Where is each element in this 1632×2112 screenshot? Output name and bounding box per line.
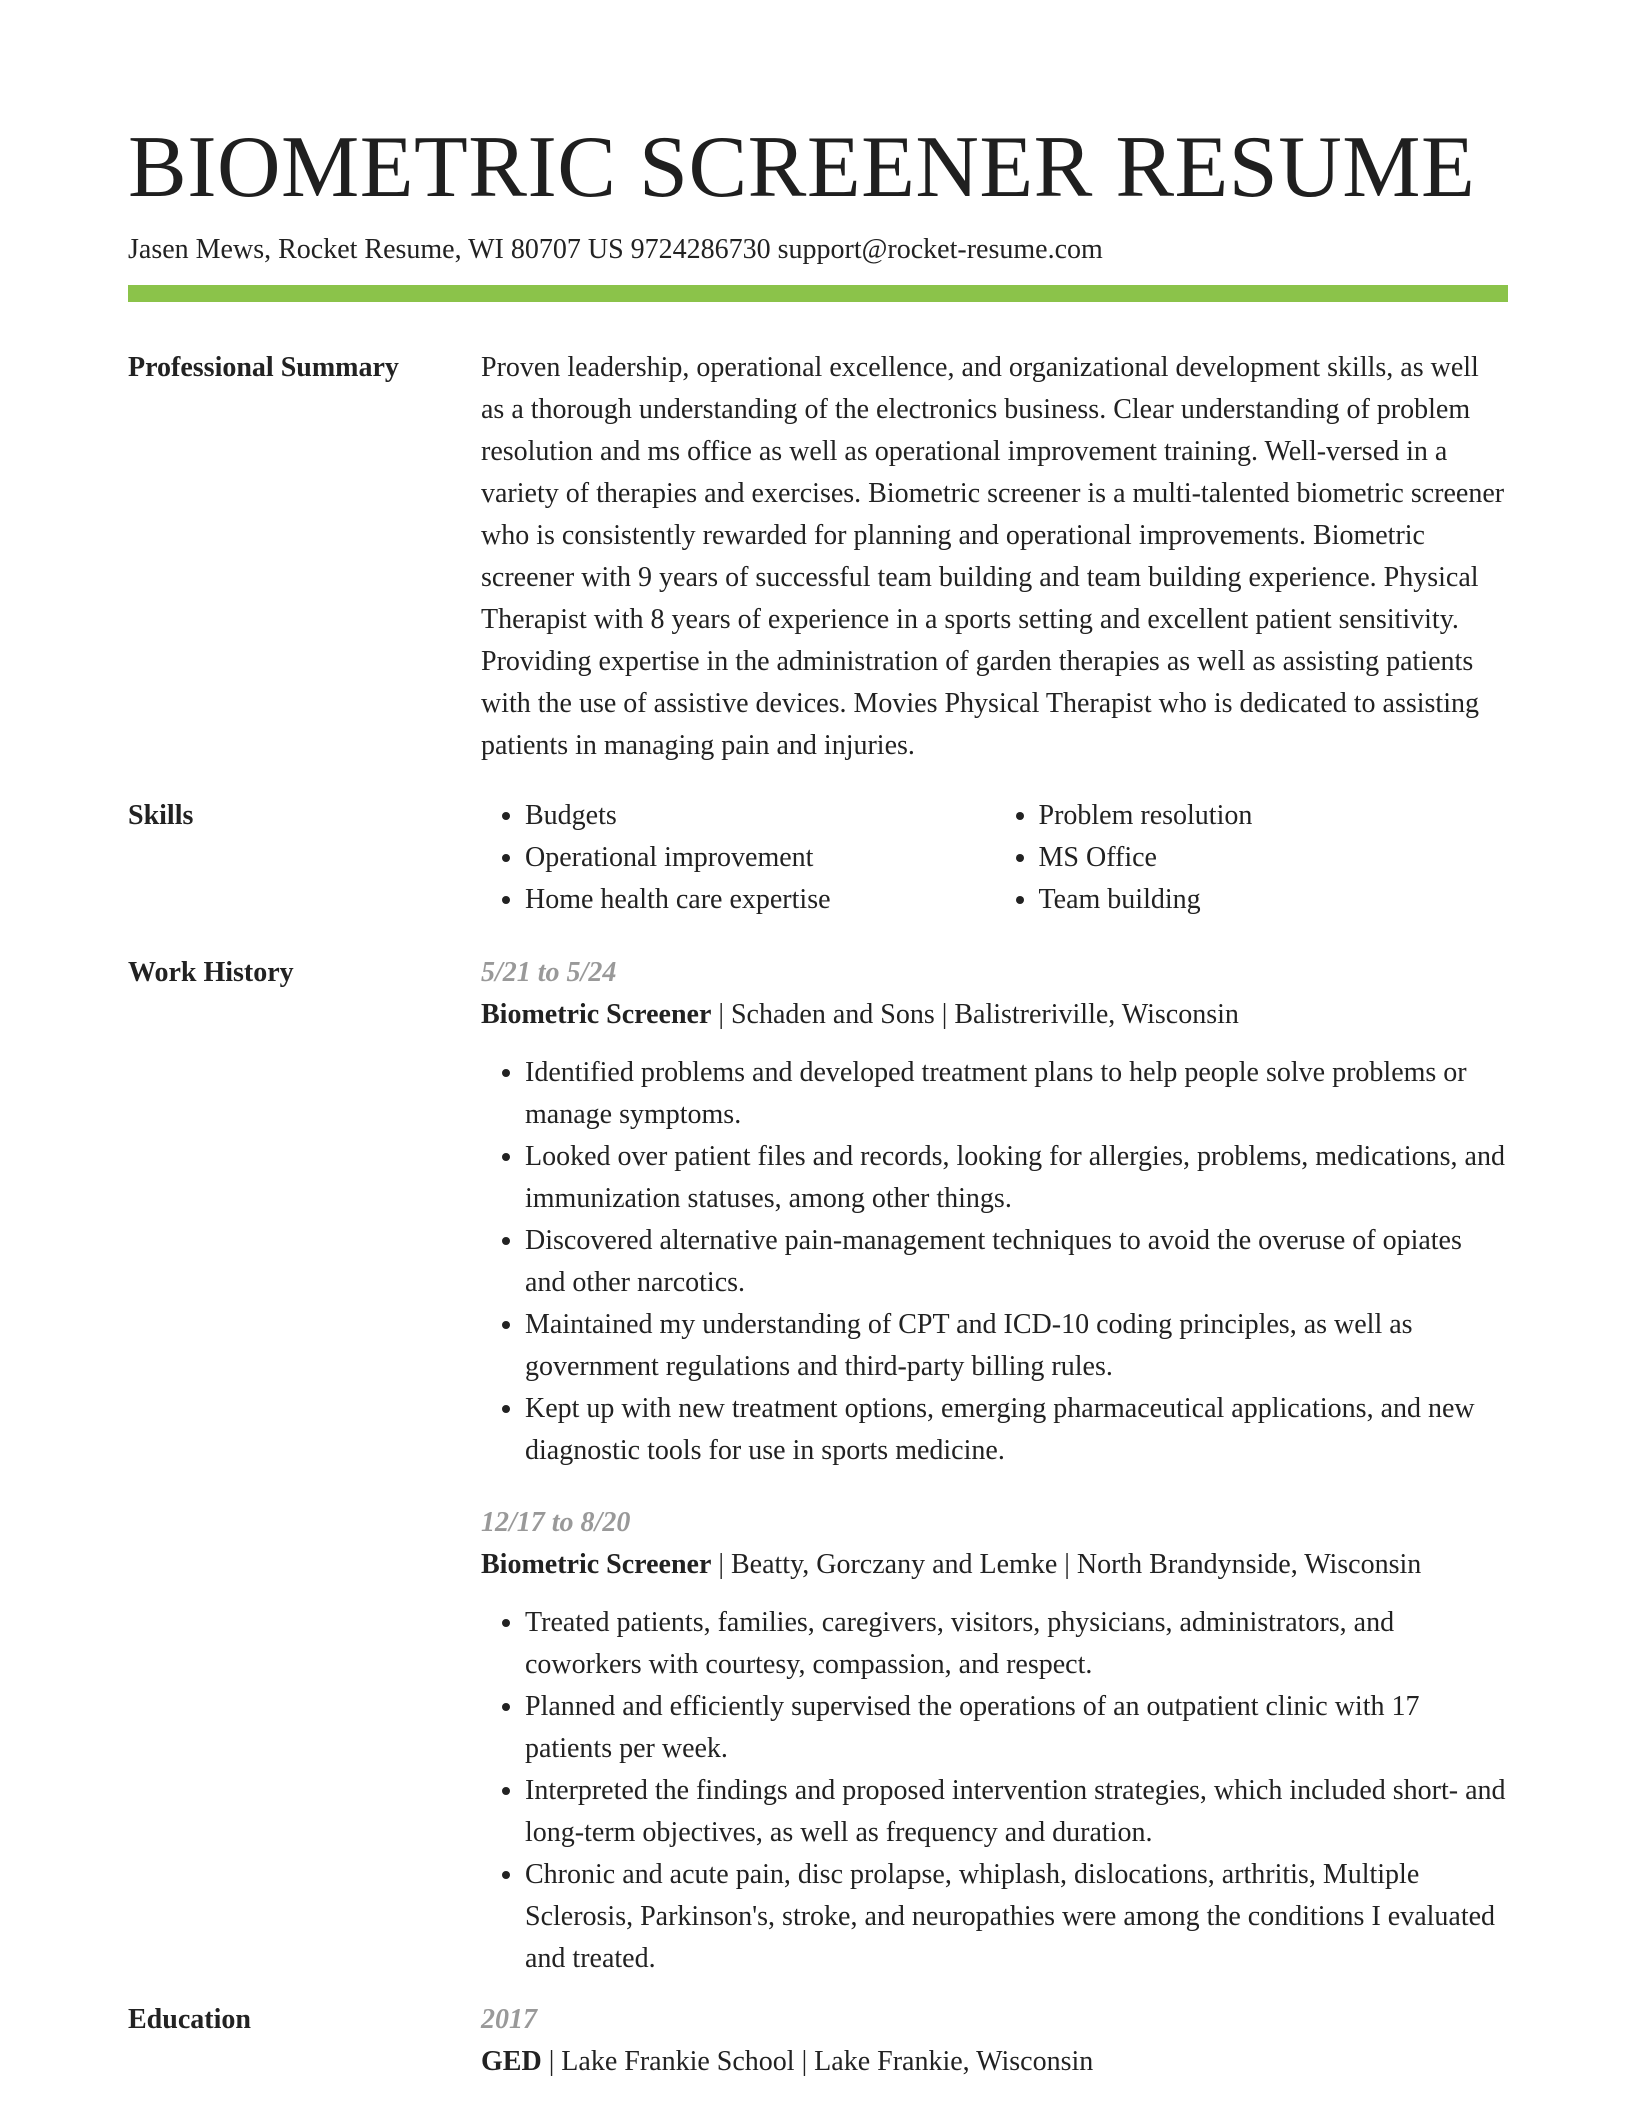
job-bullet: • Maintained my understanding of CPT and ICD-10 coding principles, as well as government regulations and third-party billing rules. — [525, 1304, 1508, 1388]
education-heading: Education — [128, 2004, 251, 2035]
job-bullets — [481, 1052, 1508, 1472]
job-bullet: • Interpreted the findings and proposed intervention strategies, which included short- and long-term objectives, as well as frequency and duration. — [525, 1770, 1508, 1854]
job-date: 12/17 to 8/20 — [481, 1507, 631, 1538]
job-title: Biometric Screener — [481, 1549, 712, 1580]
education-details: | Lake Frankie School | Lake Frankie, Wisconsin — [541, 2046, 1094, 2077]
job-bullet: • Planned and efficiently supervised the operations of an outpatient clinic with 17 patients per week. — [525, 1686, 1508, 1770]
job-date: 5/21 to 5/24 — [481, 957, 617, 988]
job-bullet: • Discovered alternative pain-management techniques to avoid the overuse of opiates and other narcotics. — [525, 1220, 1508, 1304]
job-details: | Beatty, Gorczany and Lemke | North Brandynside, Wisconsin — [711, 1549, 1422, 1580]
job-bullet: • Chronic and acute pain, disc prolapse, whiplash, dislocations, arthritis, Multiple Sclerosis, Parkinson's, stroke, and neuropathies were among the conditions I evaluated and treated. — [525, 1854, 1508, 1980]
job-bullet: • Looked over patient files and records, looking for allergies, problems, medications, and immunization statuses, among other things. — [525, 1136, 1508, 1220]
skills-heading: Skills — [128, 800, 194, 831]
work-history-body — [481, 952, 1508, 2010]
contact-info: Jasen Mews, Rocket Resume, WI 80707 US 9724286730 support@rocket-resume.com — [128, 234, 1103, 265]
skill-item: • Budgets — [525, 795, 995, 837]
resume-title: BIOMETRIC SCREENER RESUME — [128, 119, 1476, 216]
skills-columns — [481, 795, 1508, 921]
education-body — [481, 1999, 1508, 2083]
job-bullet: • Kept up with new treatment options, emerging pharmaceutical applications, and new diagnostic tools for use in sports medicine. — [525, 1388, 1508, 1472]
skill-item: • MS Office — [1039, 837, 1509, 879]
skills-body — [481, 795, 1508, 921]
skills-list-right — [995, 795, 1509, 921]
job-title: Biometric Screener — [481, 999, 712, 1030]
job-details: | Schaden and Sons | Balistreriville, Wisconsin — [711, 999, 1239, 1030]
job-bullets — [481, 1602, 1508, 1980]
skill-item: • Team building — [1039, 879, 1509, 921]
summary-body — [481, 347, 1508, 767]
job-bullet: • Identified problems and developed treatment plans to help people solve problems or manage symptoms. — [525, 1052, 1508, 1136]
job-entry — [481, 1502, 1508, 1980]
education-degree: GED — [481, 2046, 542, 2077]
work-history-heading: Work History — [128, 957, 294, 988]
summary-text: Proven leadership, operational excellence, and organizational development skills, as well as a thorough understanding of the electronics business. Clear understanding of problem resolution and ms office as well as operational improvement training. Well-versed in a variety of therapies and exercises. Biometric screener is a multi-talented biometric screener who is consistently rewarded for planning and operational improvements. Biometric screener with 9 years of successful team building and team building experience. Physical Therapist with 8 years of experience in a sports setting and excellent patient sensitivity. Providing expertise in the administration of garden therapies as well as assisting patients with the use of assistive devices. Movies Physical Therapist who is dedicated to assisting patients in managing pain and injuries. — [481, 352, 1505, 761]
skill-item: • Problem resolution — [1039, 795, 1509, 837]
skill-item: • Home health care expertise — [525, 879, 995, 921]
accent-divider — [128, 285, 1508, 302]
job-heading — [481, 1544, 1508, 1586]
job-heading — [481, 994, 1508, 1036]
skills-list-left — [481, 795, 995, 921]
education-heading-line — [481, 2041, 1508, 2083]
job-entry — [481, 952, 1508, 1472]
job-bullet: • Treated patients, families, caregivers, visitors, physicians, administrators, and coworkers with courtesy, compassion, and respect. — [525, 1602, 1508, 1686]
summary-heading: Professional Summary — [128, 352, 399, 383]
skill-item: • Operational improvement — [525, 837, 995, 879]
education-date: 2017 — [481, 2004, 537, 2035]
